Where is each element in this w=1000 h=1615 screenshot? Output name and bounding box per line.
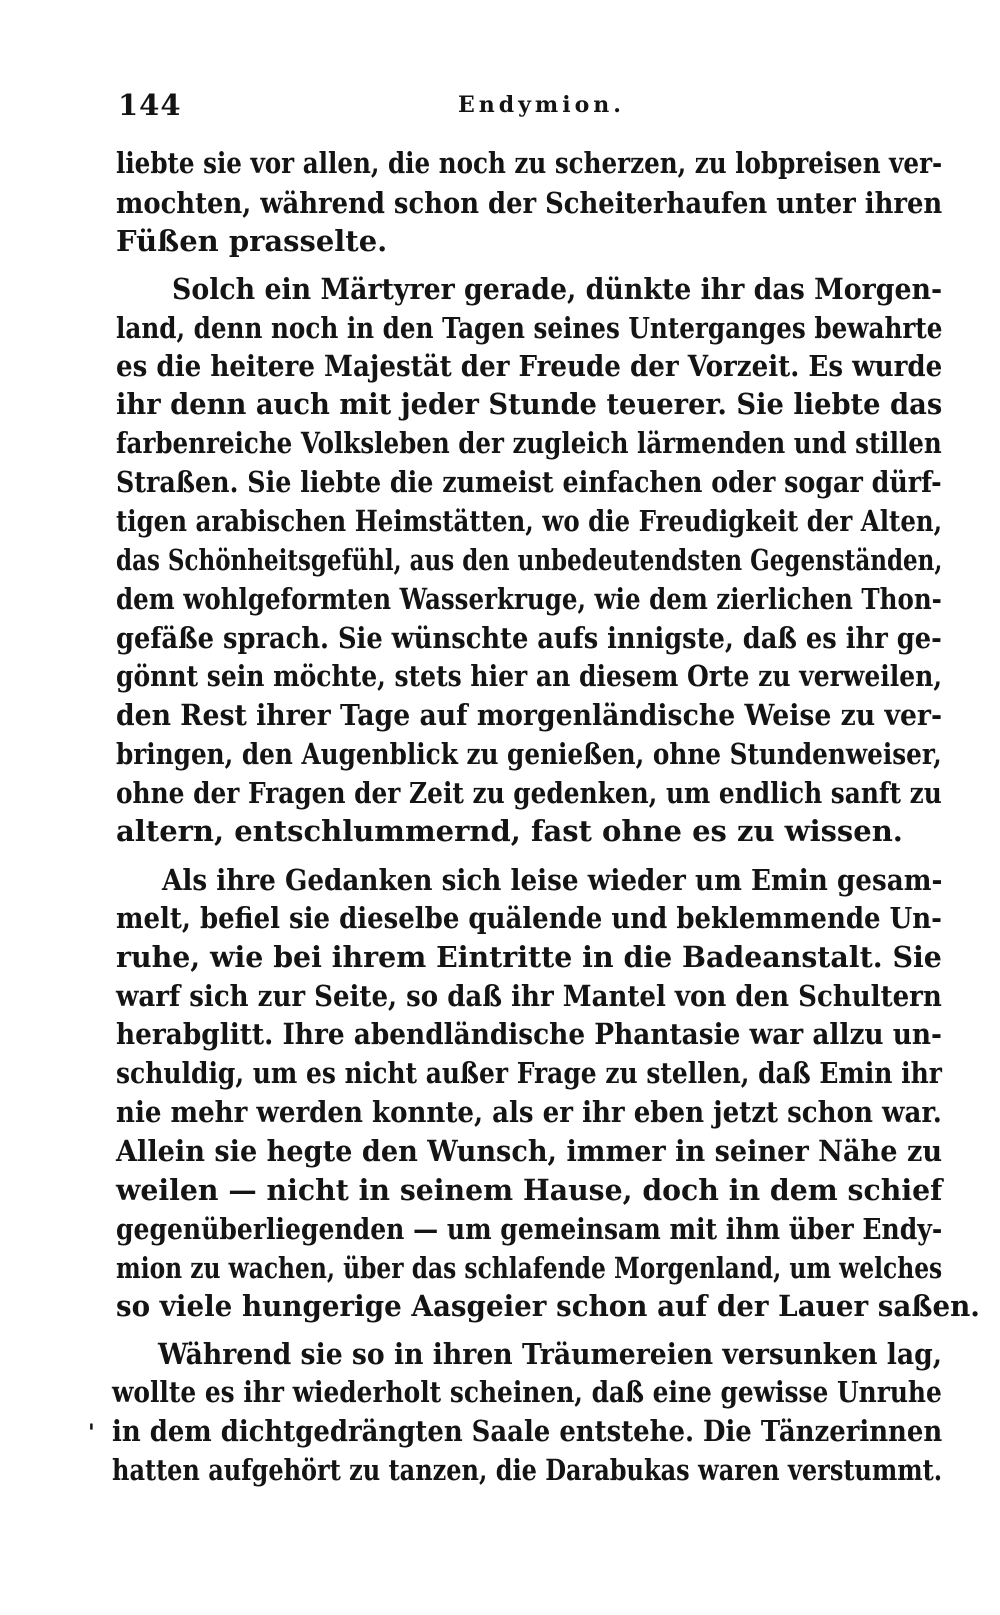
text-line: ohne der Fragen der Zeit zu gedenken, um endlich sanft zu: [116, 776, 942, 810]
text-line: liebte sie vor allen, die noch zu scherzen, zu lobpreisen ver-: [116, 146, 943, 180]
text-line: gegenüberliegenden — um gemeinsam mit ihm über Endy-: [116, 1212, 943, 1246]
text-line: melt, befiel sie dieselbe quälende und beklemmende Un-: [116, 901, 942, 935]
text-line: farbenreiche Volksleben der zugleich lärmenden und stillen: [116, 426, 942, 460]
text-line: es die heitere Majestät der Freude der Vorzeit. Es wurde: [116, 349, 943, 383]
text-line: schuldig, um es nicht außer Frage zu stellen, daß Emin ihr: [116, 1056, 942, 1090]
margin-mark: ': [88, 1420, 95, 1446]
text-line: den Rest ihrer Tage auf morgenländische Weise zu ver-: [116, 698, 943, 732]
text-line: so viele hungerige Aasgeier schon auf der Lauer saßen.: [116, 1289, 980, 1323]
text-line: warf sich zur Seite, so daß ihr Mantel von den Schultern: [116, 979, 942, 1013]
text-line: in dem dichtgedrängten Saale entstehe. Die Tänzerinnen: [112, 1414, 943, 1448]
text-line: Solch ein Märtyrer gerade, dünkte ihr das Morgen-: [172, 272, 943, 306]
text-line: bringen, den Augenblick zu genießen, ohne Stundenweiser,: [116, 737, 942, 771]
text-line: ihr denn auch mit jeder Stunde teuerer. Sie liebte das: [116, 387, 943, 421]
text-line: weilen — nicht in seinem Hause, doch in dem schief: [116, 1173, 943, 1207]
text-line: nie mehr werden konnte, als er ihr eben jetzt schon war.: [116, 1095, 942, 1129]
text-line: gefäße sprach. Sie wünschte aufs innigste, daß es ihr ge-: [116, 621, 942, 655]
text-line: herabglitt. Ihre abendländische Phantasie war allzu un-: [116, 1017, 942, 1051]
text-line: Während sie so in ihren Träumereien versunken lag,: [158, 1337, 943, 1371]
text-line: mochten, während schon der Scheiterhaufen unter ihren: [116, 186, 943, 220]
text-line: Als ihre Gedanken sich leise wieder um Emin gesam-: [162, 863, 943, 897]
text-line: das Schönheitsgefühl, aus den unbedeutendsten Gegenständen,: [116, 543, 943, 577]
text-line: hatten aufgehört zu tanzen, die Darabukas waren verstummt.: [112, 1453, 943, 1487]
text-line: Füßen prasselte.: [116, 224, 388, 258]
text-line: altern, entschlummernd, fast ohne es zu wissen.: [116, 814, 903, 848]
text-line: Straßen. Sie liebte die zumeist einfachen oder sogar dürf-: [116, 465, 942, 499]
text-line: gönnt sein möchte, stets hier an diesem Orte zu verweilen,: [116, 659, 943, 693]
text-line: mion zu wachen, über das schlafende Morgenland, um welches: [116, 1251, 943, 1285]
text-line: Allein sie hegte den Wunsch, immer in seiner Nähe zu: [116, 1134, 943, 1168]
text-line: dem wohlgeformten Wasserkruge, wie dem zierlichen Thon-: [116, 582, 942, 616]
text-line: tigen arabischen Heimstätten, wo die Freudigkeit der Alten,: [116, 504, 943, 538]
text-line: wollte es ihr wiederholt scheinen, daß eine gewisse Unruhe: [112, 1375, 942, 1409]
text-line: land, denn noch in den Tagen seines Unterganges bewahrte: [116, 311, 943, 345]
page-number: 144: [118, 88, 182, 122]
text-line: ruhe, wie bei ihrem Eintritte in die Badeanstalt. Sie: [116, 940, 942, 974]
running-title: Endymion.: [458, 92, 625, 118]
